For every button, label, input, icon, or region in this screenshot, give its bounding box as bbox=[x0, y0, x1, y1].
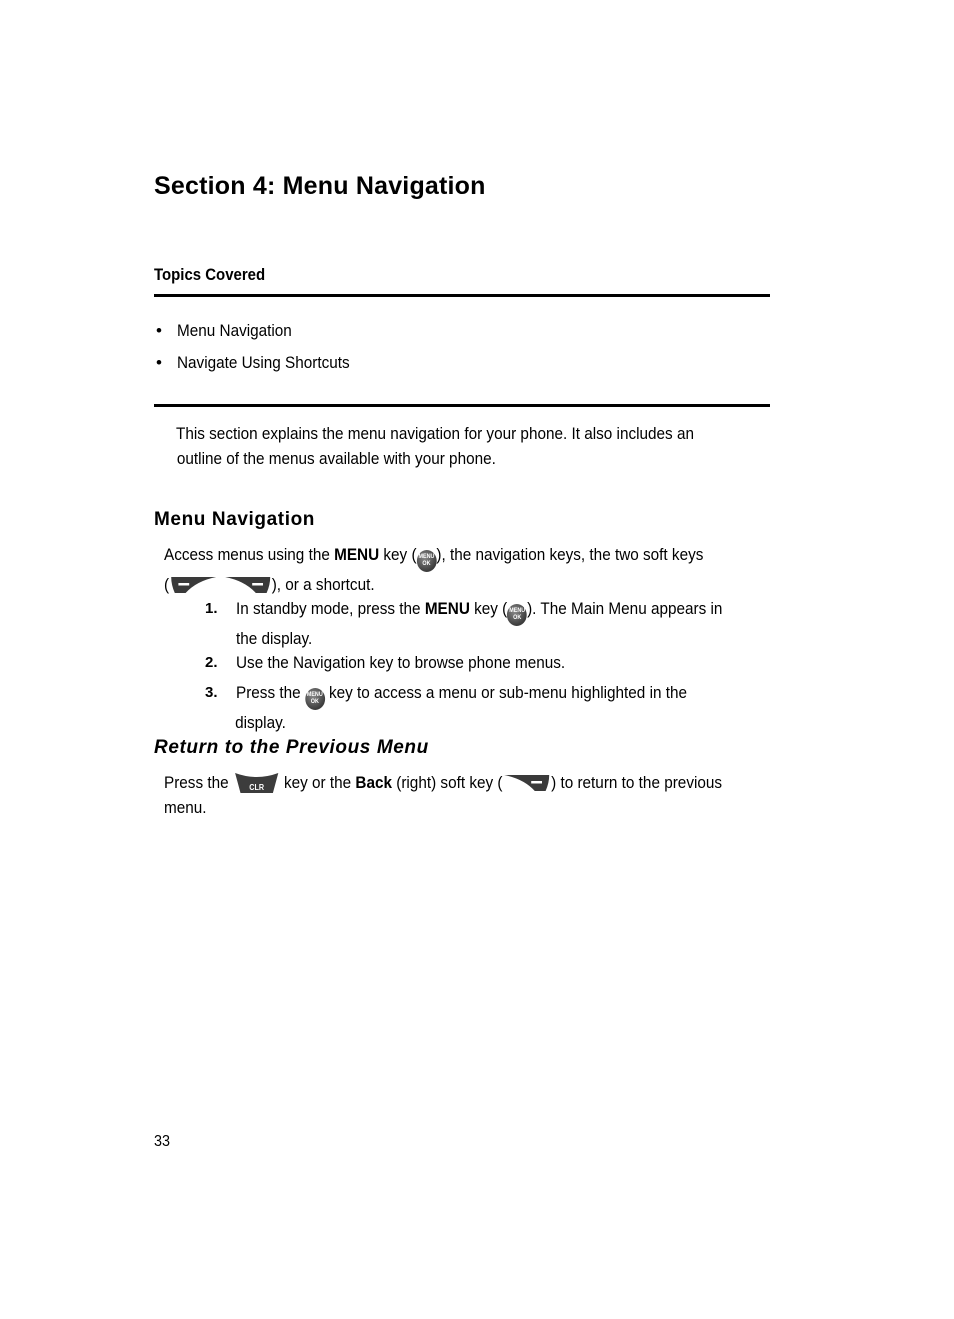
top-rule bbox=[154, 294, 770, 297]
step-number: 3. bbox=[205, 684, 218, 701]
list-item: • Menu Navigation bbox=[156, 321, 292, 340]
step-text: Use the Navigation key to browse phone menus. bbox=[236, 653, 566, 672]
svg-text:CLR: CLR bbox=[248, 782, 264, 793]
page-title: Section 4: Menu Navigation bbox=[154, 172, 486, 200]
bottom-rule bbox=[154, 404, 770, 407]
bullet-icon: • bbox=[156, 321, 162, 340]
left-soft-key-icon bbox=[169, 575, 218, 595]
step-number: 2. bbox=[205, 654, 218, 671]
list-item: • Navigate Using Shortcuts bbox=[156, 353, 350, 372]
menu-ok-key-icon: MENU OK bbox=[417, 550, 437, 572]
right-soft-key-icon bbox=[502, 773, 551, 793]
menu-ok-key-icon: MENU OK bbox=[305, 688, 325, 710]
menu-navigation-paragraph: Access menus using the MENU key ( MENU OK ), the navigation keys, the two soft keys ( ), or a shortcut. bbox=[164, 545, 704, 594]
right-soft-key-icon bbox=[223, 575, 272, 595]
step-text: In standby mode, press the MENU key ( MENU OK ). The Main Menu appears in the display. bbox=[236, 599, 723, 648]
menu-ok-key-icon: MENU OK bbox=[507, 604, 527, 626]
intro-paragraph: This section explains the menu navigation for your phone. It also includes an outline of the menus available with your phone. bbox=[176, 424, 694, 468]
topics-heading: Topics Covered bbox=[154, 265, 266, 284]
step-number: 1. bbox=[205, 600, 218, 617]
menu-navigation-heading: Menu Navigation bbox=[154, 509, 316, 530]
bullet-icon: • bbox=[156, 353, 162, 372]
step-text: Press the MENU OK key to access a menu or sub-menu highlighted in the display. bbox=[235, 683, 688, 732]
return-menu-paragraph: Press the CLR key or the Back (right) soft key ( ) to return to the previous menu. bbox=[164, 773, 723, 817]
page-number: 33 bbox=[154, 1133, 171, 1150]
return-menu-heading: Return to the Previous Menu bbox=[154, 737, 429, 758]
clr-key-icon bbox=[233, 771, 280, 795]
